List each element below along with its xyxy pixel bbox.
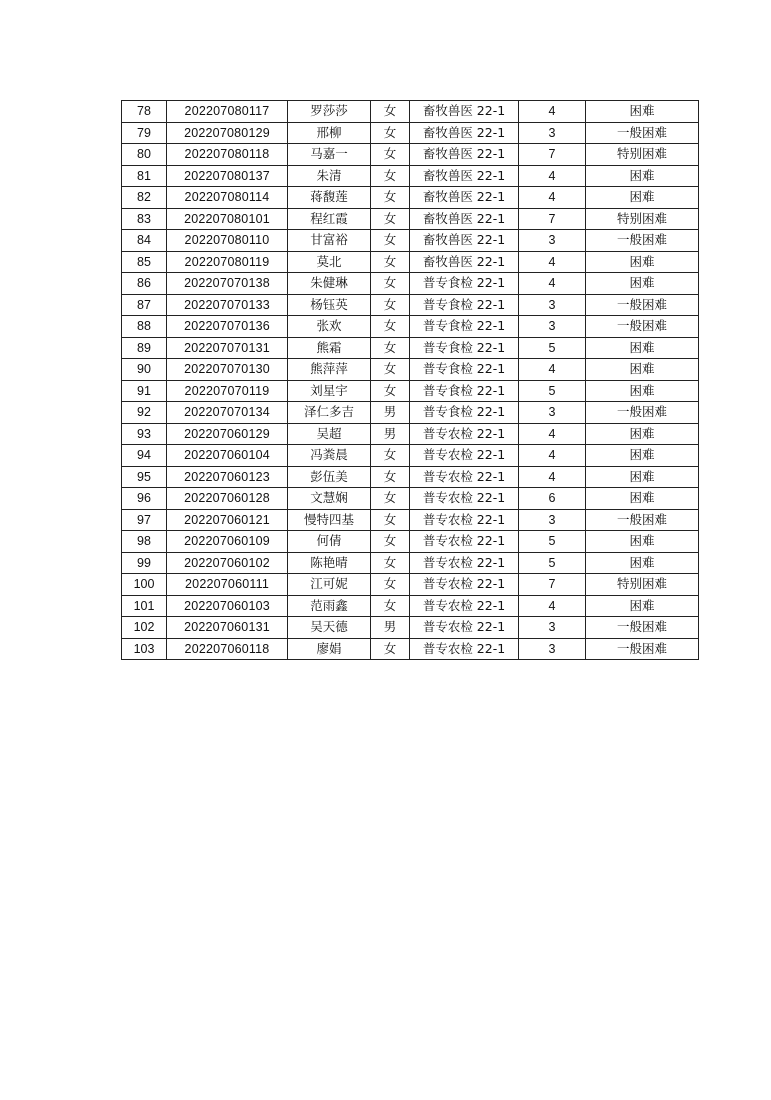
student-id-cell: 202207070136 [167,316,288,338]
family-size-cell: 4 [519,445,586,467]
family-size-cell: 5 [519,552,586,574]
class-cell: 普专农检 22-1 [410,574,519,596]
student-id-cell: 202207070133 [167,294,288,316]
gender-cell: 女 [371,294,410,316]
student-name-cell: 何倩 [288,531,371,553]
student-id-cell: 202207080101 [167,208,288,230]
table-row [122,251,699,273]
hardship-level-cell: 一般困难 [586,638,699,660]
hardship-level-cell: 困难 [586,251,699,273]
student-id-cell: 202207060102 [167,552,288,574]
hardship-level-cell: 困难 [586,552,699,574]
row-number-cell: 100 [122,574,167,596]
student-id-cell: 202207060104 [167,445,288,467]
row-number-cell: 94 [122,445,167,467]
table-row [122,466,699,488]
row-number-cell: 87 [122,294,167,316]
student-id-cell: 202207060123 [167,466,288,488]
row-number-cell: 84 [122,230,167,252]
hardship-level-cell: 一般困难 [586,122,699,144]
hardship-level-cell: 一般困难 [586,617,699,639]
table-row [122,337,699,359]
family-size-cell: 4 [519,466,586,488]
gender-cell: 女 [371,359,410,381]
class-cell: 普专食检 22-1 [410,380,519,402]
family-size-cell: 4 [519,423,586,445]
row-number-cell: 81 [122,165,167,187]
row-number-cell: 101 [122,595,167,617]
family-size-cell: 3 [519,294,586,316]
hardship-level-cell: 困难 [586,187,699,209]
gender-cell: 女 [371,144,410,166]
table-row [122,380,699,402]
student-id-cell: 202207080114 [167,187,288,209]
hardship-level-cell: 困难 [586,488,699,510]
table-row [122,165,699,187]
class-cell: 畜牧兽医 22-1 [410,208,519,230]
student-name-cell: 张欢 [288,316,371,338]
gender-cell: 女 [371,251,410,273]
gender-cell: 女 [371,101,410,123]
class-cell: 普专农检 22-1 [410,617,519,639]
gender-cell: 女 [371,531,410,553]
family-size-cell: 4 [519,101,586,123]
gender-cell: 女 [371,165,410,187]
student-id-cell: 202207060128 [167,488,288,510]
table-row [122,402,699,424]
student-name-cell: 朱清 [288,165,371,187]
student-name-cell: 彭伍美 [288,466,371,488]
student-name-cell: 泽仁多吉 [288,402,371,424]
hardship-level-cell: 困难 [586,101,699,123]
gender-cell: 女 [371,380,410,402]
student-name-cell: 甘富裕 [288,230,371,252]
class-cell: 普专食检 22-1 [410,294,519,316]
gender-cell: 女 [371,122,410,144]
class-cell: 畜牧兽医 22-1 [410,187,519,209]
class-cell: 普专农检 22-1 [410,595,519,617]
row-number-cell: 85 [122,251,167,273]
family-size-cell: 5 [519,380,586,402]
row-number-cell: 102 [122,617,167,639]
student-id-cell: 202207080117 [167,101,288,123]
gender-cell: 女 [371,316,410,338]
gender-cell: 女 [371,488,410,510]
family-size-cell: 7 [519,208,586,230]
family-size-cell: 3 [519,617,586,639]
row-number-cell: 82 [122,187,167,209]
student-id-cell: 202207060131 [167,617,288,639]
gender-cell: 女 [371,466,410,488]
student-name-cell: 莫北 [288,251,371,273]
row-number-cell: 89 [122,337,167,359]
family-size-cell: 3 [519,122,586,144]
table-row [122,122,699,144]
gender-cell: 女 [371,230,410,252]
student-name-cell: 冯粪晨 [288,445,371,467]
hardship-level-cell: 困难 [586,445,699,467]
class-cell: 普专农检 22-1 [410,466,519,488]
gender-cell: 女 [371,552,410,574]
student-id-cell: 202207060103 [167,595,288,617]
gender-cell: 女 [371,509,410,531]
student-name-cell: 杨钰英 [288,294,371,316]
student-name-cell: 吴超 [288,423,371,445]
hardship-level-cell: 一般困难 [586,230,699,252]
gender-cell: 女 [371,208,410,230]
table-row [122,509,699,531]
table-row [122,316,699,338]
student-id-cell: 202207080137 [167,165,288,187]
family-size-cell: 3 [519,316,586,338]
hardship-level-cell: 特别困难 [586,208,699,230]
class-cell: 畜牧兽医 22-1 [410,101,519,123]
class-cell: 普专农检 22-1 [410,488,519,510]
student-name-cell: 熊霜 [288,337,371,359]
class-cell: 普专农检 22-1 [410,509,519,531]
row-number-cell: 98 [122,531,167,553]
row-number-cell: 99 [122,552,167,574]
family-size-cell: 4 [519,187,586,209]
family-size-cell: 7 [519,144,586,166]
table-row [122,144,699,166]
family-size-cell: 3 [519,230,586,252]
row-number-cell: 92 [122,402,167,424]
hardship-level-cell: 困难 [586,531,699,553]
hardship-level-cell: 一般困难 [586,316,699,338]
table-row [122,187,699,209]
gender-cell: 女 [371,445,410,467]
student-id-cell: 202207070138 [167,273,288,295]
hardship-level-cell: 困难 [586,165,699,187]
student-id-cell: 202207070131 [167,337,288,359]
hardship-level-cell: 特别困难 [586,144,699,166]
class-cell: 畜牧兽医 22-1 [410,165,519,187]
table-row [122,574,699,596]
family-size-cell: 7 [519,574,586,596]
hardship-level-cell: 困难 [586,380,699,402]
class-cell: 畜牧兽医 22-1 [410,122,519,144]
gender-cell: 男 [371,402,410,424]
class-cell: 普专食检 22-1 [410,402,519,424]
hardship-level-cell: 困难 [586,337,699,359]
table-row [122,101,699,123]
table-row [122,552,699,574]
family-size-cell: 3 [519,402,586,424]
student-name-cell: 陈艳晴 [288,552,371,574]
gender-cell: 女 [371,187,410,209]
table-row [122,638,699,660]
student-name-cell: 廖娟 [288,638,371,660]
row-number-cell: 79 [122,122,167,144]
hardship-level-cell: 一般困难 [586,509,699,531]
student-id-cell: 202207080110 [167,230,288,252]
hardship-level-cell: 困难 [586,466,699,488]
student-name-cell: 熊萍萍 [288,359,371,381]
student-name-cell: 程红霞 [288,208,371,230]
hardship-level-cell: 困难 [586,595,699,617]
table-row [122,617,699,639]
row-number-cell: 90 [122,359,167,381]
class-cell: 普专农检 22-1 [410,638,519,660]
student-name-cell: 蒋馥莲 [288,187,371,209]
student-name-cell: 范雨鑫 [288,595,371,617]
hardship-level-cell: 困难 [586,273,699,295]
student-id-cell: 202207060118 [167,638,288,660]
row-number-cell: 83 [122,208,167,230]
class-cell: 普专农检 22-1 [410,445,519,467]
student-name-cell: 刘星宇 [288,380,371,402]
table-body [122,101,699,660]
class-cell: 畜牧兽医 22-1 [410,230,519,252]
table-row [122,445,699,467]
table-row [122,359,699,381]
row-number-cell: 103 [122,638,167,660]
family-size-cell: 4 [519,251,586,273]
row-number-cell: 95 [122,466,167,488]
row-number-cell: 80 [122,144,167,166]
student-name-cell: 罗莎莎 [288,101,371,123]
hardship-level-cell: 困难 [586,423,699,445]
family-size-cell: 6 [519,488,586,510]
student-id-cell: 202207060129 [167,423,288,445]
gender-cell: 女 [371,337,410,359]
student-id-cell: 202207060109 [167,531,288,553]
student-id-cell: 202207070119 [167,380,288,402]
table-row [122,595,699,617]
student-id-cell: 202207060111 [167,574,288,596]
row-number-cell: 93 [122,423,167,445]
student-id-cell: 202207080119 [167,251,288,273]
hardship-level-cell: 一般困难 [586,294,699,316]
table-row [122,230,699,252]
gender-cell: 男 [371,617,410,639]
family-size-cell: 3 [519,638,586,660]
class-cell: 普专食检 22-1 [410,316,519,338]
row-number-cell: 86 [122,273,167,295]
family-size-cell: 5 [519,337,586,359]
family-size-cell: 3 [519,509,586,531]
table-row [122,423,699,445]
hardship-level-cell: 一般困难 [586,402,699,424]
row-number-cell: 78 [122,101,167,123]
hardship-level-cell: 特别困难 [586,574,699,596]
gender-cell: 男 [371,423,410,445]
class-cell: 普专食检 22-1 [410,359,519,381]
student-name-cell: 朱健琳 [288,273,371,295]
class-cell: 普专农检 22-1 [410,552,519,574]
table-row [122,208,699,230]
student-name-cell: 文慧娴 [288,488,371,510]
student-id-cell: 202207070130 [167,359,288,381]
hardship-level-cell: 困难 [586,359,699,381]
class-cell: 普专农检 22-1 [410,423,519,445]
student-name-cell: 慢特四基 [288,509,371,531]
class-cell: 畜牧兽医 22-1 [410,251,519,273]
student-aid-table [121,100,699,660]
class-cell: 畜牧兽医 22-1 [410,144,519,166]
table-row [122,294,699,316]
class-cell: 普专食检 22-1 [410,337,519,359]
student-id-cell: 202207080129 [167,122,288,144]
table-row [122,488,699,510]
family-size-cell: 4 [519,273,586,295]
student-id-cell: 202207060121 [167,509,288,531]
row-number-cell: 88 [122,316,167,338]
family-size-cell: 5 [519,531,586,553]
gender-cell: 女 [371,595,410,617]
family-size-cell: 4 [519,165,586,187]
row-number-cell: 96 [122,488,167,510]
student-name-cell: 吴天德 [288,617,371,639]
row-number-cell: 91 [122,380,167,402]
class-cell: 普专食检 22-1 [410,273,519,295]
class-cell: 普专农检 22-1 [410,531,519,553]
gender-cell: 女 [371,638,410,660]
row-number-cell: 97 [122,509,167,531]
student-name-cell: 马嘉一 [288,144,371,166]
family-size-cell: 4 [519,595,586,617]
student-id-cell: 202207080118 [167,144,288,166]
family-size-cell: 4 [519,359,586,381]
table-row [122,273,699,295]
gender-cell: 女 [371,273,410,295]
table-row [122,531,699,553]
gender-cell: 女 [371,574,410,596]
student-name-cell: 江可妮 [288,574,371,596]
student-id-cell: 202207070134 [167,402,288,424]
student-name-cell: 邢柳 [288,122,371,144]
